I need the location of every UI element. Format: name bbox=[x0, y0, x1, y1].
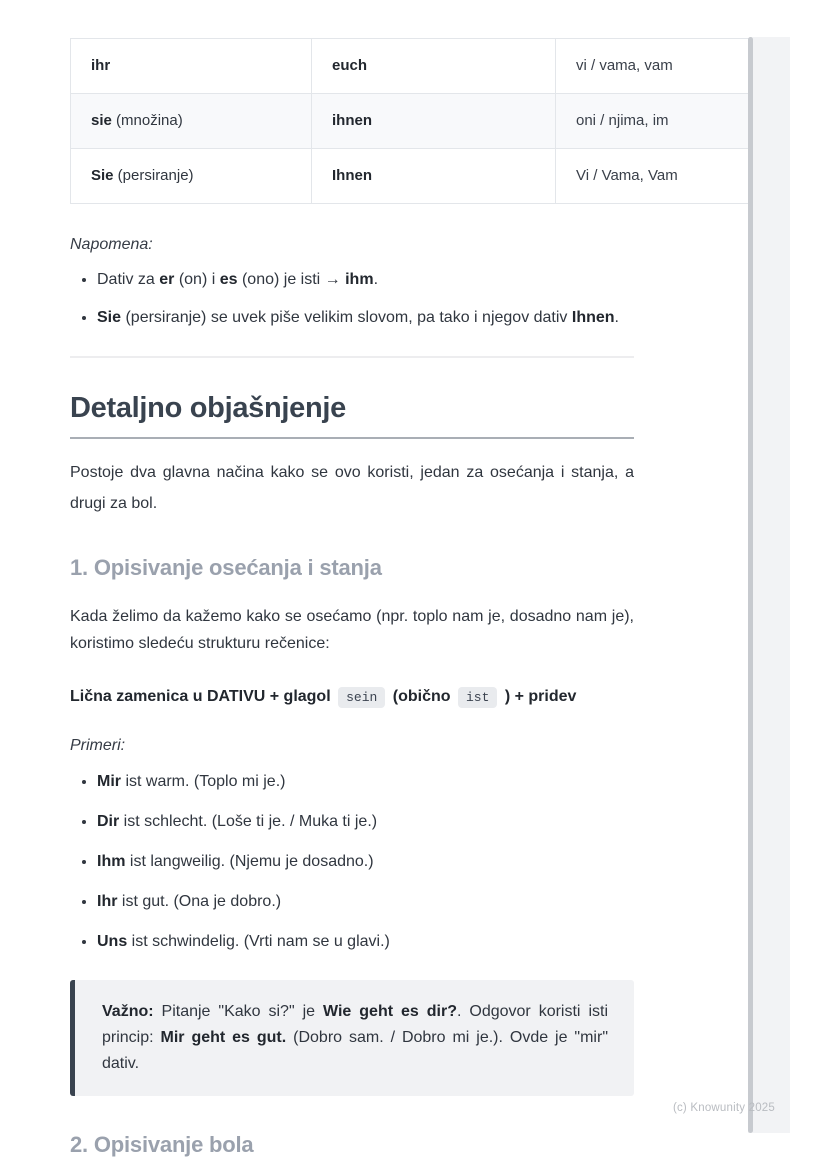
table-cell bbox=[71, 39, 312, 94]
text-segment: ist schwindelig. (Vrti nam se u glavi.) bbox=[127, 933, 390, 950]
table-row bbox=[71, 149, 758, 204]
list-item bbox=[97, 770, 634, 794]
table-cell bbox=[71, 149, 312, 204]
text-segment: . bbox=[373, 271, 379, 288]
list-item bbox=[97, 890, 634, 914]
text-segment: (on) i bbox=[174, 271, 220, 288]
list-item bbox=[97, 306, 634, 330]
text-segment: Dativ za bbox=[97, 271, 160, 288]
table-cell bbox=[312, 149, 556, 204]
text-segment: ihr bbox=[91, 57, 111, 74]
table-row bbox=[71, 39, 758, 94]
text-segment: Ihnen bbox=[571, 309, 615, 326]
table-cell bbox=[312, 39, 556, 94]
table-cell bbox=[556, 94, 758, 149]
text-segment: Uns bbox=[97, 933, 128, 950]
text-segment: (množina) bbox=[111, 112, 183, 129]
section-heading-2: 2. Opisivanje bola bbox=[70, 1132, 254, 1157]
text-segment: Vi / Vama, Vam bbox=[576, 167, 678, 184]
text-segment: Ihnen bbox=[332, 167, 372, 184]
examples-list bbox=[70, 770, 634, 954]
text-segment: Mir geht es gut. bbox=[160, 1029, 287, 1046]
text-segment: Pitanje "Kako si?" je bbox=[153, 1003, 324, 1020]
table-cell bbox=[312, 94, 556, 149]
text-segment: Sie bbox=[91, 167, 114, 184]
list-item bbox=[97, 810, 634, 834]
copyright-footer: (c) Knowunity 2025 bbox=[672, 1102, 775, 1114]
list-item bbox=[97, 930, 634, 954]
text-segment: (obično bbox=[388, 688, 455, 705]
text-segment: (ono) je isti → bbox=[237, 271, 346, 288]
text-segment: Lična zamenica u DATIVU + glagol bbox=[70, 688, 336, 705]
note-list bbox=[70, 268, 634, 330]
text-segment: euch bbox=[332, 57, 368, 74]
text-segment: oni / njima, im bbox=[576, 112, 669, 129]
text-segment: Ihm bbox=[97, 853, 126, 870]
text-segment: Važno: bbox=[102, 1003, 154, 1020]
examples-label: Primeri: bbox=[70, 737, 126, 754]
formula-line bbox=[70, 684, 634, 711]
text-segment: ist warm. (Toplo mi je.) bbox=[121, 773, 286, 790]
table-cell bbox=[556, 39, 758, 94]
text-segment: Mir bbox=[97, 773, 121, 790]
text-segment: es bbox=[219, 271, 238, 288]
page-divider-line bbox=[748, 37, 753, 1133]
inline-code: ist bbox=[458, 687, 497, 708]
main-heading: Detaljno objašnjenje bbox=[70, 392, 634, 439]
text-segment: ) + pridev bbox=[500, 688, 577, 705]
intro-paragraph: Postoje dva glavna načina kako se ovo koristi, jedan za osećanja i stanja, a drugi za bol. bbox=[70, 464, 634, 512]
pronoun-table bbox=[70, 38, 758, 204]
inline-code: sein bbox=[338, 687, 385, 708]
text-segment: ihm bbox=[345, 271, 374, 288]
table-cell bbox=[71, 94, 312, 149]
note-label: Napomena: bbox=[70, 236, 153, 253]
text-segment: er bbox=[159, 271, 175, 288]
document-content bbox=[70, 38, 678, 1158]
text-segment: Dir bbox=[97, 813, 120, 830]
text-segment: Sie bbox=[97, 309, 122, 326]
text-segment: . bbox=[614, 309, 619, 326]
list-item bbox=[97, 268, 634, 292]
table-row bbox=[71, 94, 758, 149]
text-segment: ist gut. (Ona je dobro.) bbox=[117, 893, 282, 910]
structure-paragraph: Kada želimo da kažemo kako se osećamo (npr. toplo nam je, dosadno nam je), koristimo sledeću strukturu rečenice: bbox=[70, 608, 634, 652]
important-callout bbox=[70, 980, 634, 1096]
text-segment: ihnen bbox=[332, 112, 372, 129]
text-segment: (persiranje) se uvek piše velikim slovom, pa tako i njegov dativ bbox=[121, 309, 572, 326]
text-segment: (persiranje) bbox=[113, 167, 194, 184]
text-segment: (Dobro sam. / Dobro mi je.). Ovde je "mir" dativ. bbox=[102, 1029, 608, 1072]
text-segment: Wie geht es dir? bbox=[323, 1003, 457, 1020]
section-divider bbox=[70, 356, 634, 358]
next-page-edge[interactable] bbox=[748, 37, 790, 1133]
text-segment: sie bbox=[91, 112, 112, 129]
section-heading-1: 1. Opisivanje osećanja i stanja bbox=[70, 555, 382, 580]
table-cell bbox=[556, 149, 758, 204]
text-segment: Ihr bbox=[97, 893, 118, 910]
text-segment: ist langweilig. (Njemu je dosadno.) bbox=[125, 853, 374, 870]
list-item bbox=[97, 850, 634, 874]
text-segment: . Odgovor koristi isti princip: bbox=[102, 1003, 609, 1046]
text-segment: vi / vama, vam bbox=[576, 57, 673, 74]
text-segment: ist schlecht. (Loše ti je. / Muka ti je.) bbox=[119, 813, 378, 830]
